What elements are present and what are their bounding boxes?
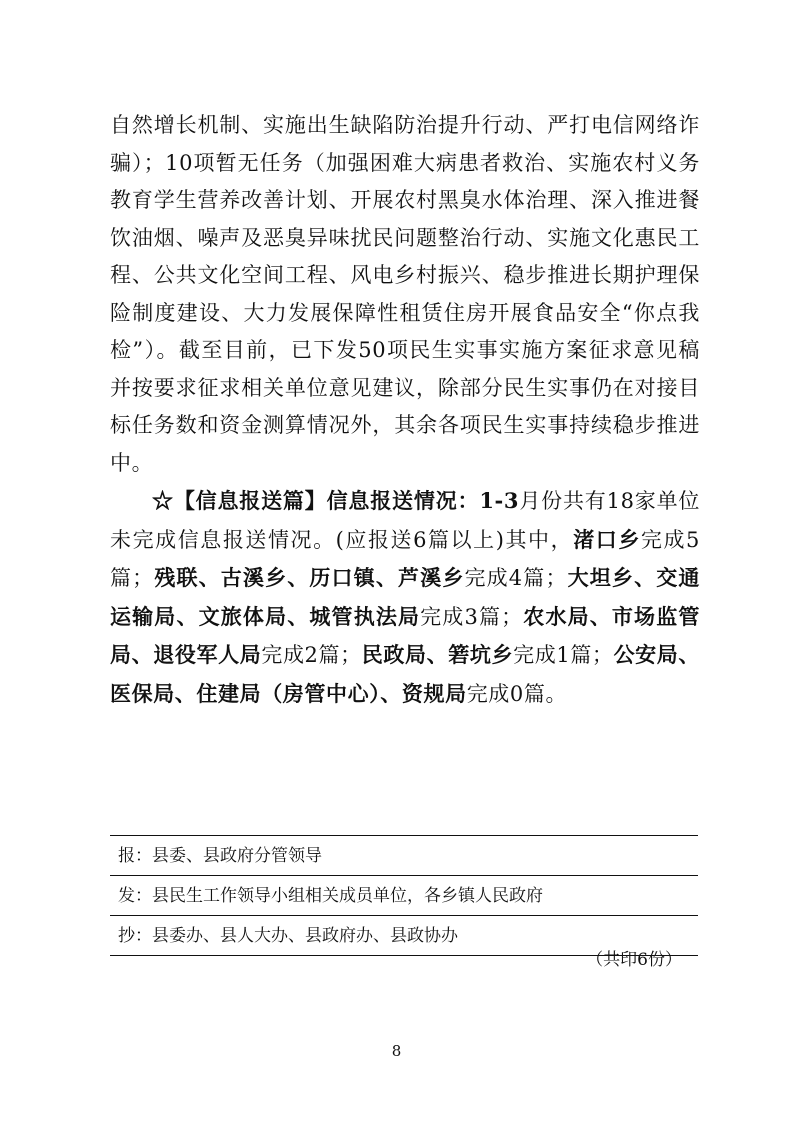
- bold-segment: 公安局、医保局、住建局（房管中心）、资规局: [110, 642, 701, 706]
- text-segment: 月份共有18家单位未完成信息报送情况。(应报送6篇以上)其中，: [110, 489, 700, 552]
- bold-segment: ☆【信息报送篇】信息报送情况：1-3: [152, 488, 520, 513]
- bold-segment: 残联、古溪乡、历口镇、芦溪乡: [153, 565, 465, 590]
- bold-segment: 大坦乡、交通运输局、文旅体局、城管执法局: [110, 565, 700, 629]
- bold-segment: 渚口乡: [573, 526, 641, 552]
- copies-printed: （共印6份）: [586, 950, 682, 970]
- text-segment: 完成0篇。: [466, 681, 568, 706]
- text-segment: 完成2篇；: [261, 643, 362, 667]
- text-segment: 完成4篇；: [464, 566, 568, 590]
- paragraph-livelihood-projects: 自然增长机制、实施出生缺陷防治提升行动、严打电信网络诈骗）；10项暂无任务（加强困难大病患者救治、实施农村义务教育学生营养改善计划、开展农村黑臭水体治理、深入推进餐饮油烟、噪声及恶臭异味扰民问题整治行动、实施文化惠民工程、公共文化空间工程、风电乡村振兴、稳步推进长期护理保险制度建设、大力发展保障性租赁住房开展食品安全“你点我检”）。截至目前，已下发50项民生实事实施方案征求意见稿并按要求征求相关单位意见建议，除部分民生实事仍在对接目标任务数和资金测算情况外，其余各项民生实事持续稳步推进中。: [110, 113, 700, 475]
- bold-segment: 民政局、箬坑乡: [361, 642, 514, 667]
- text-segment: 完成1篇；: [513, 643, 614, 667]
- text-segment: 完成3篇；: [420, 604, 523, 629]
- page-number: 8: [391, 1042, 402, 1060]
- distribution-block: [110, 835, 698, 956]
- send-to-line: 发：县民生工作领导小组相关成员单位，各乡镇人民政府: [118, 886, 543, 906]
- report-to-line: 报：县委、县政府分管领导: [118, 846, 322, 866]
- paragraph-info-submission: [110, 482, 700, 713]
- body-text: [110, 107, 700, 713]
- text-segment: 完成5篇；: [110, 527, 700, 590]
- bold-segment: 农水局、市场监管局、退役军人局: [110, 603, 700, 667]
- copy-to-line: 抄：县委办、县人大办、县政府办、县政协办: [118, 926, 458, 946]
